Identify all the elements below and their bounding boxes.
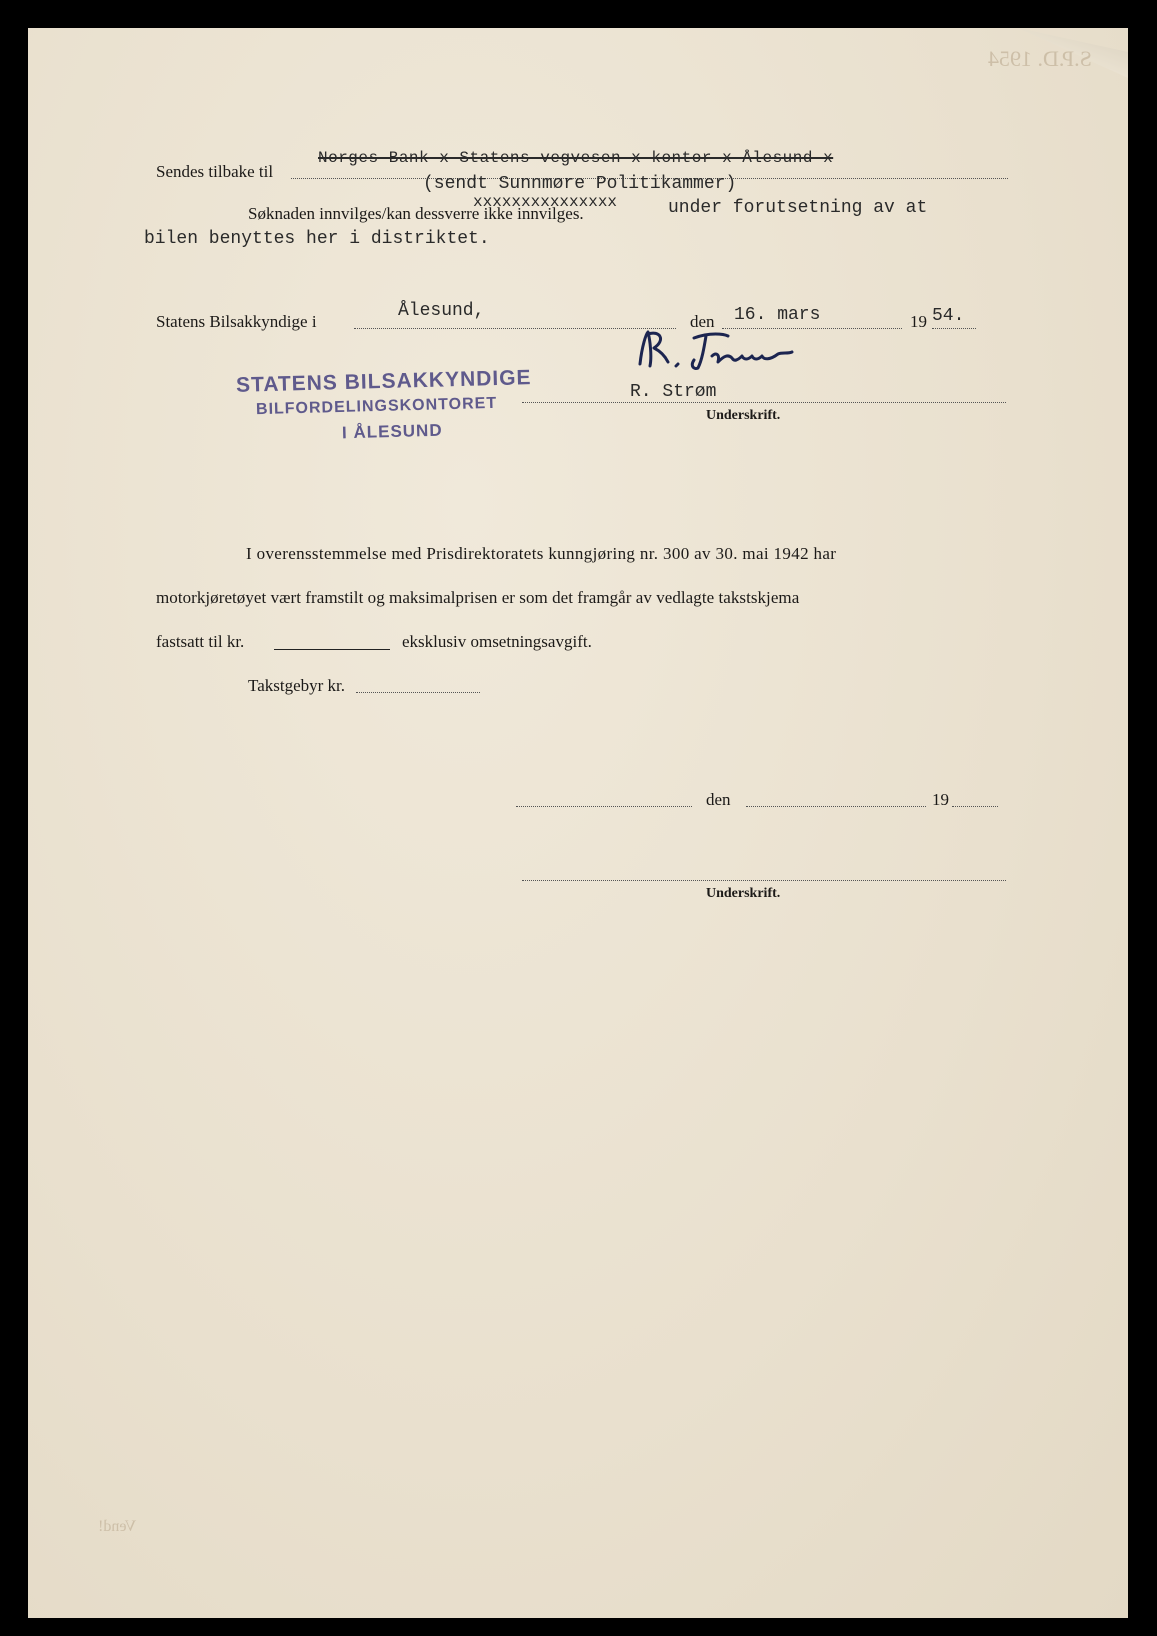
stamp-line-2: BILFORDELINGSKONTORET [255,394,498,419]
decision-label: Søknaden innvilges/kan dessverre ikke innvilges. [248,204,584,223]
year-dotted-line [932,328,976,329]
year-suffix: 54. [932,306,965,326]
fee-dotted-line [356,692,480,693]
date-value: 16. mars [734,305,821,325]
date2-dotted-line [746,806,926,807]
paragraph-line-2: motorkjøretøyet vært framstilt og maksimalprisen er som det framgår av vedlagte takstskjema [156,588,800,607]
decision-typed-continued: bilen benyttes her i distriktet. [144,229,490,249]
fee-label: Takstgebyr kr. [248,676,346,695]
handwritten-signature [632,326,832,376]
vend-text: Vend! [98,1518,137,1535]
paragraph-line-3b: eksklusiv omsetningsavgift. [402,632,592,651]
document-page [28,28,1128,1618]
year2-prefix: 19 [932,790,949,809]
signature-typed: R. Strøm [630,382,717,402]
decision-strike: xxxxxxxxxxxxxxx [473,193,618,211]
authority-label: Statens Bilsakkyndige i [156,312,317,331]
paragraph-line-1: I overensstemmelse med Prisdirektoratets kunngjøring nr. 300 av 30. mai 1942 har [246,544,837,563]
den-label: den [690,312,715,331]
place2-dotted-line [516,806,692,807]
corner-reference: S.P.D. 1954 [988,46,1092,71]
year-prefix: 19 [910,312,927,331]
decision-typed: under forutsetning av at [668,198,928,218]
signature-dotted-line [522,402,1006,403]
return-label: Sendes tilbake til [156,162,274,181]
stamp-line-3: I ÅLESUND [341,420,443,443]
den2-label: den [706,790,731,809]
stamp-line-1: STATENS BILSAKKYNDIGE [235,366,532,397]
year2-dotted-line [952,806,998,807]
return-value: Norges Bank x Statens vegvesen x kontor x Ålesund x [318,149,834,167]
underskrift-label: Underskrift. [706,408,781,423]
price-blank-line [274,649,390,650]
signature2-dotted-line [522,880,1006,881]
return-note: (sendt Sunnmøre Politikammer) [423,174,737,194]
place-dotted-line [354,328,676,329]
paragraph-line-3a: fastsatt til kr. [156,632,245,651]
place-value: Ålesund, [398,301,485,321]
underskrift2-label: Underskrift. [706,886,781,901]
